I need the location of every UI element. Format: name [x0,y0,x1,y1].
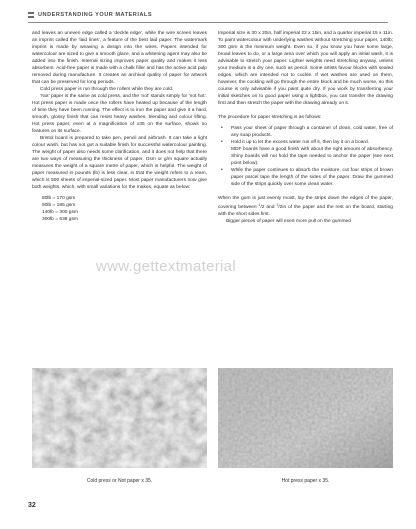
photo-caption: Cold press or Not paper x 35. [86,478,153,484]
photo-caption: Hot press paper x 35. [281,478,330,484]
weight-item: 300lb = 638 gsm [42,217,78,222]
running-header [28,9,388,21]
paragraph: The procedure for paper stretching is as follows: [218,115,322,120]
header-divider [28,22,388,23]
list-item-subtext: MDF boards have a good finish with about the right amount of absorbency. Shiny boards will not hold the tape needed to anchor the paper (see next point below). [231,147,393,166]
paragraph: ‘Not’ paper is the same as cold press, and the ‘not’ stands simply for ‘not hot’. Hot press paper is made once the rollers have heated up because of the length of time they have been running. The effect is to iron the paper and give it a hard, smooth, glossy finish that can resist heavy washes, blending and colour lifting. Hot press paper, even at a magnification of x35 on the surface, shows no features on its surface. [32,94,207,134]
list-item-text: While the paper continues to absorb the moisture, cut four strips of brown paper parcel tape the length of the sides of the paper. Draw the gummed side of the strips quickly over some clean water. [231,168,393,187]
left-text-column [32,30,207,223]
list-item-text: Hold it up to let the excess water run off it, then lay it on a board. [231,140,370,145]
paragraph: Cold press paper is run through the rollers while they are cold. [40,87,174,92]
list-item-text: Pass your sheet of paper through a container of clean, cold water, free of any soap products. [231,126,393,138]
right-text-column [218,30,393,225]
section-title: UNDERSTANDING YOUR MATERIALS [38,12,153,18]
watermark-text: www.gettextmaterial [96,258,236,275]
weight-item: 90lb = 185 gsm [42,203,76,208]
paragraph: Bigger pieces of paper will exert more pull on the gummed [226,219,351,224]
paper-weight-list [42,195,207,223]
paragraph: and leaves an uneven edge called a ‘deckle edge’, while the wire screen leaves an imprint called the ‘laid lines’, a feature of the best laid paper. The watermark imprint is made by weaving a design into the wires. Papers intended for watercolour are sized to give a smooth glaze, and a whitening agent may also be added into the finish. Internal sizing improves paper quality and makes it less absorbent. Acid-free paper is made with a chalk filler and has the active acid pulp removed during manufacture. It creates an archival quality of paper for artwork that can be preserved for long periods. [32,31,207,85]
stretching-steps-list [218,125,393,188]
list-item [218,139,393,167]
header-ornament-icon [28,12,34,18]
bullet-icon: • [221,139,223,145]
bullet-icon: • [221,167,223,173]
hot-press-paper-photo [218,368,393,468]
page-number: 32 [28,502,36,509]
paragraph: When the gum is just evenly moist, lay the strips down the edges of the paper, covering between $^1$/2 and $^1$/2in of the paper and the rest on the board, starting with the short sides first. [218,196,393,217]
weight-item: 140lb = 300 gsm [42,210,78,215]
list-item [218,125,393,139]
list-item [218,167,393,188]
paragraph: Imperial size is 30 x 20in, half imperial 22 x 15in, and a quarter imperial 15 x 11in. To paint watercolour with underlying washes without stretching your paper, 140lb; 300 gsm is the minimum weight. Even so, if you know you have some large, broad leaves to do, or a large area over which you will apply an initial wash, it is advisable to stretch your paper. Lighter weights need stretching anyway, unless your medium is a dry one, such as pencil. Some artists favour blocks with sealed edges, which are intended not to cockle. If wet washes are used on them, however, the cockling will go through the entire block and be much worse, so this course is only advisable if you paint quite dry. If you work by transferring your initial sketches on to good paper using a lightbox, you can transfer the drawing first and then stretch the paper with the drawing already on it. [218,31,393,106]
cold-press-paper-photo [32,368,207,468]
bullet-icon: • [221,125,223,131]
paragraph: Bristol board is prepared to take pen, pencil and airbrush. It can take a light colour wash, but has not got a suitable finish for successful watercolour painting. The weight of paper also needs some clarification, and it does not help that there are two ways of measuring the thickness of paper. Gsm or g/m square actually measures the weight of a square metre of paper, which is helpful. The weight of paper measured in pounds (lb) is less clear, in that the weight refers to a ream, which is 500 sheets of imperial-sized paper. Most paper manufacturers now give both weights, which, with small variations for the makes, equate as below: [32,136,207,190]
weight-item: 80lb = 170 gsm [42,196,76,201]
